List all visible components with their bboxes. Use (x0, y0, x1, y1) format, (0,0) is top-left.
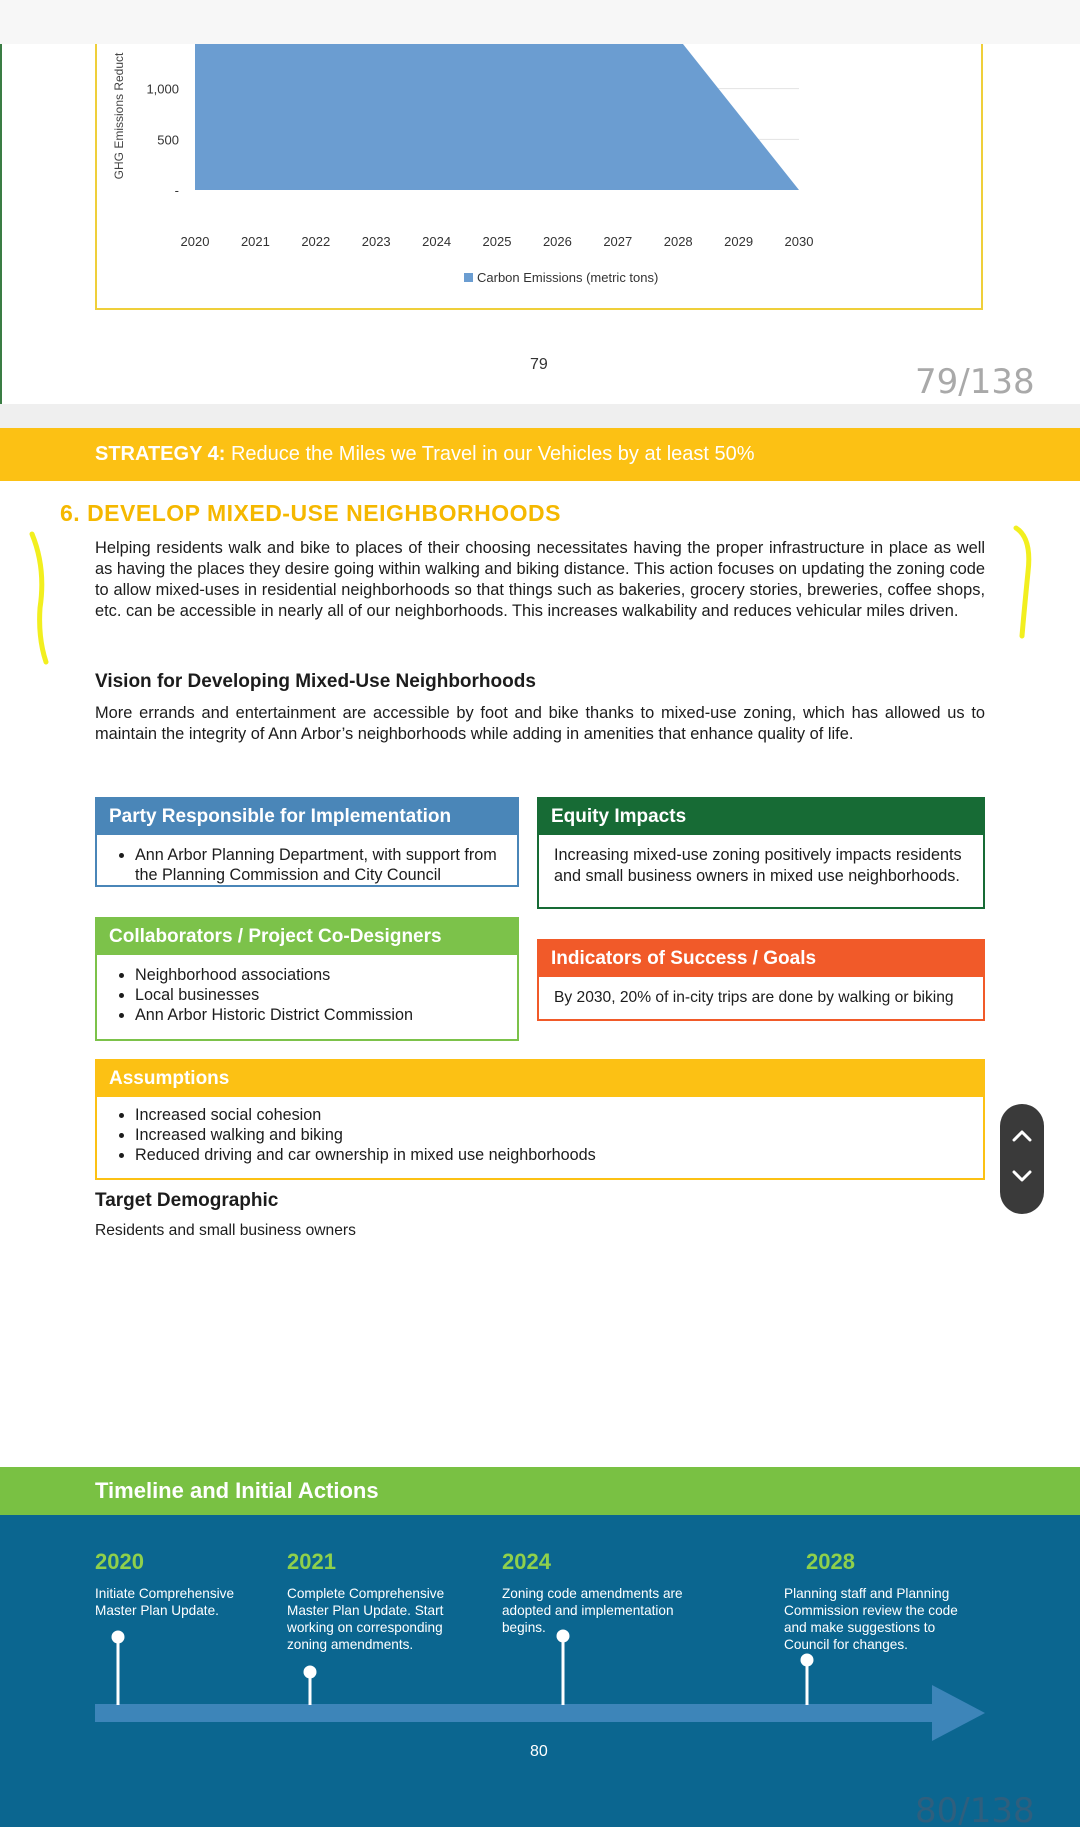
timeline-panel (0, 1515, 1080, 1831)
strategy-banner (0, 428, 1080, 481)
section-intro: Helping residents walk and bike to places of their choosing necessitates having the proper infrastructure in place as well as having the places they desire going within walking and biking distance. This action focuses on updating the zoning code to allow mixed-uses in residential neighborhoods so that things such as bakeries, grocery stories, breweries, coffee shops, etc. can be accessible in nearly all of our neighborhoods. This increases walkability and reduces vehicular miles driven. (95, 539, 985, 620)
assumptions-box (95, 1059, 985, 1180)
list-item: • Increased walking and biking (135, 1125, 983, 1145)
chevron-up-icon[interactable] (1012, 1128, 1032, 1142)
x-tick-label: 2024 (422, 234, 452, 249)
x-tick-label: 2020 (180, 234, 210, 249)
page-number: 79 (530, 356, 548, 373)
collaborators-header: Collaborators / Project Co-Designers (97, 919, 517, 955)
list-item: • Increased social cohesion (135, 1105, 983, 1125)
timeline-text: Initiate Comprehensive Master Plan Update. (95, 1586, 235, 1618)
chevron-down-icon[interactable] (1012, 1170, 1032, 1184)
strategy-label: STRATEGY 4: (95, 443, 226, 465)
party-responsible-box (95, 797, 519, 887)
section-title: 6. DEVELOP MIXED-USE NEIGHBORHOODS (60, 500, 561, 526)
timeline-arrow (0, 1515, 1080, 1827)
strategy-text: Reduce the Miles we Travel in our Vehicles by at least 50% (230, 443, 755, 465)
page-counter: 79/138 (915, 362, 1035, 402)
page-gap (0, 404, 1080, 428)
y-axis-label: GHG Emissions Reduct (112, 52, 126, 180)
emissions-chart-frame (95, 44, 983, 310)
page-nav-pill (1000, 1104, 1044, 1214)
list-item: • Ann Arbor Planning Department, with support from the Planning Commission and City Council (135, 845, 517, 885)
timeline-header: Timeline and Initial Actions (0, 1467, 1080, 1515)
indicators-text: By 2030, 20% of in-city trips are done by walking or biking (554, 989, 954, 1006)
x-tick-label: 2029 (724, 234, 754, 249)
legend-label: Carbon Emissions (metric tons) (477, 270, 659, 285)
highlighter-mark-left (22, 528, 52, 668)
x-tick-label: 2025 (482, 234, 512, 249)
timeline-year: 2021 (287, 1549, 336, 1574)
page-counter: 80/138 (915, 1791, 1035, 1831)
highlighter-mark-right (1012, 522, 1042, 642)
assumptions-header: Assumptions (97, 1061, 983, 1097)
collaborators-box (95, 917, 519, 1041)
list-item: • Reduced driving and car ownership in mixed use neighborhoods (135, 1145, 983, 1165)
x-tick-label: 2022 (301, 234, 331, 249)
indicators-box (537, 939, 985, 1021)
x-tick-label: 2030 (784, 234, 814, 249)
emissions-area-chart (97, 44, 985, 310)
party-responsible-header: Party Responsible for Implementation (97, 799, 517, 835)
y-tick-label: - (174, 183, 179, 198)
list-item: • Ann Arbor Historic District Commission (135, 1005, 517, 1025)
list-item: • Neighborhood associations (135, 965, 517, 985)
vision-text: More errands and entertainment are accessible by foot and bike thanks to mixed-use zoning, which has allowed us to maintain the integrity of Ann Arbor’s neighborhoods while adding in amenities that enhance quality of life. (95, 704, 985, 743)
list-item: • Local businesses (135, 985, 517, 1005)
viewer-top-bar (0, 0, 1080, 45)
page-79 (0, 44, 1080, 404)
x-tick-label: 2027 (603, 234, 633, 249)
party-responsible-list (97, 845, 517, 885)
timeline-year: 2028 (806, 1549, 855, 1574)
indicators-header: Indicators of Success / Goals (539, 941, 983, 977)
timeline-text: Complete Comprehensive Master Plan Update. Start working on corresponding zoning amendments. (287, 1586, 445, 1652)
timeline-year: 2024 (502, 1549, 551, 1574)
x-tick-label: 2021 (240, 234, 270, 249)
equity-impacts-header: Equity Impacts (539, 799, 983, 835)
page-80 (0, 428, 1080, 1831)
y-tick-label: 500 (157, 132, 179, 148)
timeline-year: 2020 (95, 1549, 144, 1574)
equity-impacts-box (537, 797, 985, 909)
target-text: Residents and small business owners (95, 1222, 356, 1239)
y-tick-label: 1,000 (146, 81, 179, 97)
x-tick-label: 2023 (361, 234, 391, 249)
target-title: Target Demographic (95, 1190, 279, 1211)
legend-swatch (464, 273, 473, 282)
page-left-edge (0, 44, 2, 404)
collaborators-list (97, 965, 517, 1025)
assumptions-list (97, 1105, 983, 1165)
page-number: 80 (530, 1743, 548, 1760)
x-tick-label: 2028 (663, 234, 693, 249)
equity-impacts-text: Increasing mixed-use zoning positively impacts residents and small business owners in mixed use neighborhoods. (554, 846, 962, 885)
x-tick-label: 2026 (542, 234, 572, 249)
timeline-text: Planning staff and Planning Commission review the code and make suggestions to Council for changes. (784, 1586, 958, 1652)
vision-title: Vision for Developing Mixed-Use Neighborhoods (95, 671, 536, 692)
timeline-text: Zoning code amendments are adopted and implementation begins. (502, 1586, 683, 1635)
series-area (195, 44, 799, 190)
